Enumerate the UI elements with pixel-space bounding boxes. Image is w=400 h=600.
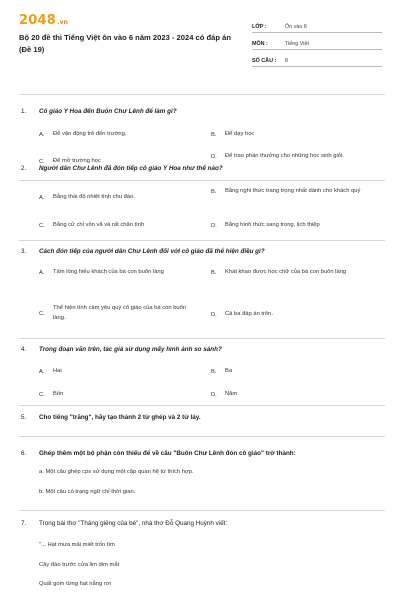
q4-option-a[interactable] [39, 367, 199, 377]
option-text: Để trao phần thưởng cho những học sinh giỏi. [225, 153, 344, 159]
question-text: Cách đón tiếp của người dân Chư Lênh đối với cô giáo đã thể hiện điều gì? [39, 248, 265, 255]
option-text: Năm [225, 391, 238, 397]
question-text: Trong đoạn văn trên, tác giả sử dụng mấy hình ảnh so sánh? [39, 346, 222, 353]
option-letter: D. [211, 391, 217, 398]
option-letter: A. [39, 194, 45, 201]
option-letter: D. [211, 153, 217, 160]
question-number: 3. [21, 248, 27, 255]
q3-option-d[interactable] [211, 310, 381, 320]
option-text: Hai [53, 368, 62, 374]
q6-line-b: b. Một câu có trạng ngữ chỉ thời gian. [39, 489, 136, 495]
meta-subject-label: MÔN : [252, 41, 268, 47]
document-title: Bộ 20 đề thi Tiếng Việt ôn vào 6 năm 2023 - 2024 có đáp án (Đề 19) [19, 33, 231, 54]
option-letter: D. [211, 222, 217, 229]
q2-option-c[interactable] [39, 221, 209, 231]
meta-count-label: SỐ CÂU : [252, 58, 277, 64]
question-1-stem [21, 108, 177, 115]
q2-option-b[interactable] [211, 187, 381, 197]
q2-option-a[interactable] [39, 193, 199, 203]
question-number: 6. [21, 450, 27, 457]
q3-option-c[interactable] [39, 304, 199, 323]
option-text: Thể hiện tình cảm yêu quý cô giáo của bà con buôn làng. [53, 305, 187, 321]
option-text: Bằng thái độ nhiệt tình chu đáo. [53, 194, 135, 200]
q4-option-b[interactable] [211, 367, 381, 377]
divider [19, 436, 385, 437]
question-text: Cho tiếng "trăng", hãy tạo thành 2 từ ghép và 2 từ láy. [39, 414, 201, 421]
option-text: Bằng hình thức sang trọng, lịch thiệp [225, 222, 320, 228]
option-letter: C. [39, 222, 45, 229]
option-letter: B. [211, 269, 217, 276]
question-text: Người dân Chư Lênh đã đón tiếp cô giáo Y Hoa như thế nào? [39, 165, 223, 172]
divider [19, 240, 385, 241]
option-letter: B. [211, 368, 217, 375]
q3-option-b[interactable] [211, 268, 381, 278]
q6-line-a: a. Một câu ghép cps sử dụng một cặp quan hệ từ thích hợp. [39, 469, 194, 475]
option-letter: C. [39, 391, 45, 398]
q3-option-a[interactable] [39, 268, 199, 278]
option-text: Tấm lòng hiếu khách của bà con buôn làng [53, 269, 164, 275]
meta-panel [252, 16, 382, 67]
q4-option-d[interactable] [211, 390, 381, 400]
question-number: 1. [21, 108, 27, 115]
question-text: Ghép thêm một bộ phận còn thiếu để về câu "Buôn Chư Lênh đón cô giáo" trở thành: [39, 450, 296, 457]
option-letter: A. [39, 368, 45, 375]
option-letter: B. [211, 188, 217, 195]
question-number: 4. [21, 346, 27, 353]
question-text: Cô giáo Y Hoa đến Buôn Chư Lênh để làm gì? [39, 108, 177, 115]
question-number: 2. [21, 165, 27, 172]
question-number: 5. [21, 414, 27, 421]
option-text: Để vận động trẻ đến trường. [53, 131, 127, 137]
poem-line-2: Cây đào trước cửa lim dim mắt [39, 562, 120, 568]
meta-subject-row [252, 33, 382, 50]
option-letter: B. [211, 131, 217, 138]
document-header [0, 0, 400, 78]
q1-option-d[interactable] [211, 152, 381, 162]
option-text: Bốn [53, 391, 64, 397]
option-letter: C. [39, 310, 45, 317]
question-2-stem [21, 165, 223, 172]
logo-text: 2048 [19, 13, 56, 28]
q1-option-b[interactable] [211, 130, 381, 140]
option-text: Bằng nghi thức trang trọng nhất dành cho khách quý [225, 188, 361, 194]
option-text: Để mở trường học [53, 158, 101, 164]
divider [19, 405, 385, 406]
meta-count-value: 8 [285, 58, 288, 64]
question-number: 7. [21, 520, 27, 527]
meta-count-row [252, 50, 382, 67]
question-4-stem [21, 346, 222, 353]
site-logo[interactable] [19, 13, 68, 28]
question-6-stem [21, 450, 296, 457]
option-letter: D. [211, 311, 217, 318]
divider [19, 94, 385, 95]
q4-option-c[interactable] [39, 390, 199, 400]
question-text: Trong bài thơ "Tháng giêng của bé", nhà thơ Đỗ Quang Huỳnh viết: [39, 520, 228, 527]
q1-option-a[interactable] [39, 130, 199, 140]
option-text: Bằng cử chỉ vồn vã và rất chân tình [53, 222, 145, 228]
question-3-stem [21, 248, 265, 255]
divider [19, 338, 385, 339]
option-letter: A. [39, 131, 45, 138]
divider [19, 510, 385, 511]
option-letter: C. [39, 158, 45, 165]
option-text: Cả ba đáp án trên. [225, 311, 274, 317]
divider [19, 180, 385, 181]
meta-class-row [252, 16, 382, 33]
meta-class-label: LỚP : [252, 24, 267, 30]
option-text: Để dạy học [225, 131, 255, 137]
q2-option-d[interactable] [211, 221, 381, 231]
question-7-stem [21, 520, 227, 527]
option-letter: A. [39, 269, 45, 276]
meta-class-value: Ôn vào 6 [285, 24, 307, 30]
meta-subject-value: Tiếng Việt [285, 41, 309, 47]
option-text: Khát khao được học chữ của bà con buôn làng [225, 269, 347, 275]
question-5-stem [21, 414, 201, 421]
poem-line-3: Quất gom từng hạt nắng rơi [39, 581, 111, 587]
logo-suffix: .vn [56, 19, 69, 26]
poem-line-1: "... Hạt mưa mải miết trốn tìm [39, 542, 115, 548]
option-text: Ba [225, 368, 233, 374]
